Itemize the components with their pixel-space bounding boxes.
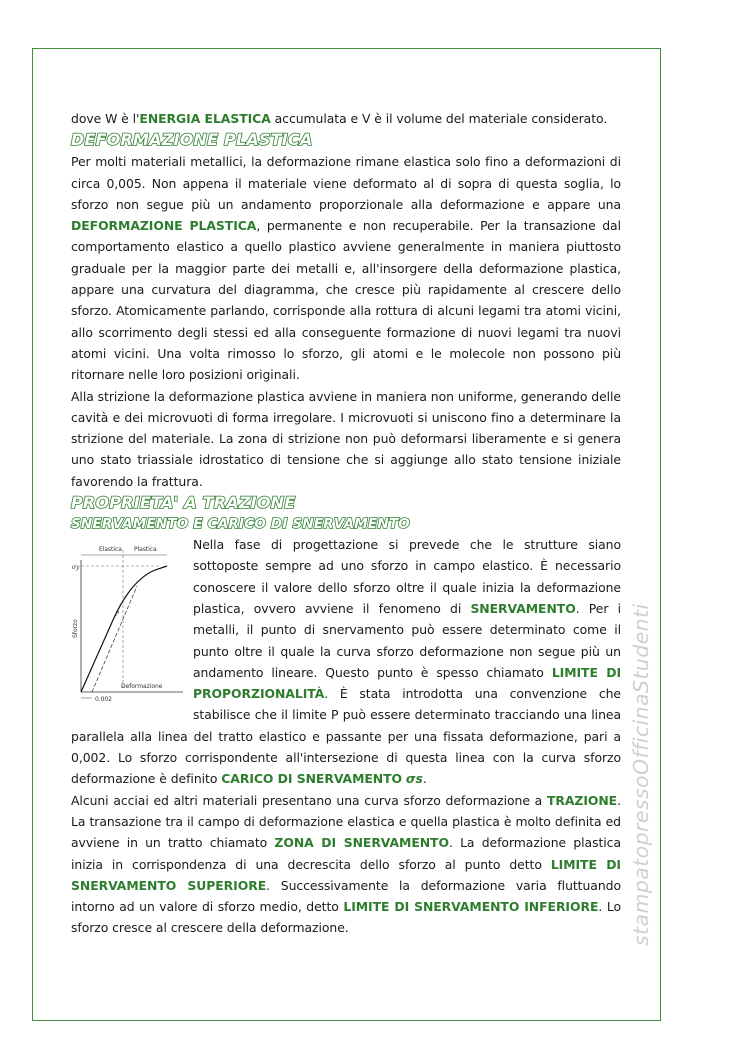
p1-text-b: , permanente e non recuperabile. Per la transazione dal comportamento elastico a quello plastico avviene generalmente in maniera piuttosto graduale per la maggior parte dei metalli e, all'insorgere della deformazione plastica, appare una curvatura del diagramma, che cresce più rapidamente al crescere dello sforzo. Atomicamente parlando, corrisponde alla rottura di alcuni legami tra atomi vicini, allo scorrimento degli stessi ed alla conseguente formazione di nuovi legami tra nuovi atomi vicini. Una volta rimosso lo sforzo, gli atomi e le molecole non possono più ritornare nelle loro posizioni originali. [71,218,621,383]
watermark-text: stampatopressoOfficinaStudenti [629,603,653,946]
heading-deformazione-plastica: DEFORMAZIONE PLASTICA [71,130,313,150]
p4-text-d: . Successivamente la deformazione varia fluttuando intorno ad un valore di sforzo medio, detto [71,877,621,915]
paragraph-strizione: Alla strizione la deformazione plastica avviene in maniera non uniforme, generando delle cavità e dei microvuoti di forma irregolare. I microvuoti si uniscono fino a determinare la strizione del materiale. La zona di strizione non può deformarsi liberamente e si genera uno stato triassiale idrostatico di tensione che si aggiunge allo stato tensione iniziale favorendo la frattura. [71,388,622,489]
term-trazione: TRAZIONE [546,792,618,808]
p4-text-e: . Lo sforzo cresce al crescere della deformazione. [71,899,621,936]
label-plastica: Plastica [134,546,157,554]
paragraph-trazione [71,790,621,939]
term-carico-snervamento: CARICO DI SNERVAMENTO [221,771,402,787]
intro-text-b: accumulata e V è il volume del materiale considerato. [270,111,608,126]
p4-text-c: . La deformazione plastica inizia in corrispondenza di una decrescita dello sforzo al punto detto [71,835,621,872]
p3-text-d: . [422,771,427,787]
term-deformazione-plastica: DEFORMAZIONE PLASTICA [71,218,257,234]
term-snervamento: SNERVAMENTO [470,600,576,616]
intro-text-a: dove W è l' [71,111,140,126]
label-p: P [115,611,119,619]
stress-strain-figure [71,540,189,705]
offset-line [92,586,137,692]
p3-text-c: . È stata introdotta una convenzione che stabilisce che il limite P può essere determinato tracciando una linea parallela alla linea del tratto elastico e passante per una fissata deformazione, pari a 0,002. Lo sforzo corrispondente all'intersezione di questa linea con la curva sforzo deformazione è definito [71,686,621,787]
term-limite-proporzionalita: LIMITE DI PROPORZIONALITÀ [193,664,622,702]
document-body [71,108,621,939]
label-deformazione: Deformazione [121,683,163,691]
term-energia-elastica: ENERGIA ELASTICA [139,111,271,126]
label-elastica: Elastica [99,546,122,554]
p4-text-a: Alcuni acciai ed altri materiali presentano una curva sforzo deformazione a [71,792,547,808]
label-sforzo: Sforzo [72,619,79,639]
heading-snervamento: SNERVAMENTO E CARICO DI SNERVAMENTO [71,516,410,533]
sigma-s-symbol: σs [405,771,423,787]
p3-text-b: . Per i metalli, il punto di snervamento può essere determinato come il punto oltre il quale la curva sforzo deformazione non segue più un andamento lineare. Questo punto è spesso chiamato [193,600,622,680]
term-zona-snervamento: ZONA DI SNERVAMENTO [274,835,449,851]
paragraph-plastica [71,151,621,385]
p1-text-a: Per molti materiali metallici, la deformazione rimane elastica solo fino a deformazioni di circa 0,005. Non appena il materiale viene deformato al di sopra di questa soglia, lo sforzo non segue più un andamento proporzionale alla deformazione e appare una [71,154,621,212]
heading-proprieta-trazione: PROPRIETA' A TRAZIONE [71,493,296,513]
stress-strain-curve [81,566,167,692]
label-sigma-y: σy [72,564,80,572]
p3-text-a: Nella fase di progettazione si prevede che le strutture siano sottoposte sempre ad uno sforzo in campo elastico. È necessario conoscere il valore dello sforzo oltre il quale inizia la deformazione plastica, ovvero avviene il fenomeno di [193,537,621,616]
p4-text-b: . La transazione tra il campo di deformazione elastica e quella plastica è molto definita ed avviene in un tratto chiamato [71,792,621,851]
intro-line [71,108,621,129]
label-0002: 0.002 [95,696,112,704]
term-limite-inferiore: LIMITE DI SNERVAMENTO INFERIORE [343,899,599,915]
term-limite-superiore: LIMITE DI SNERVAMENTO SUPERIORE [71,856,621,893]
